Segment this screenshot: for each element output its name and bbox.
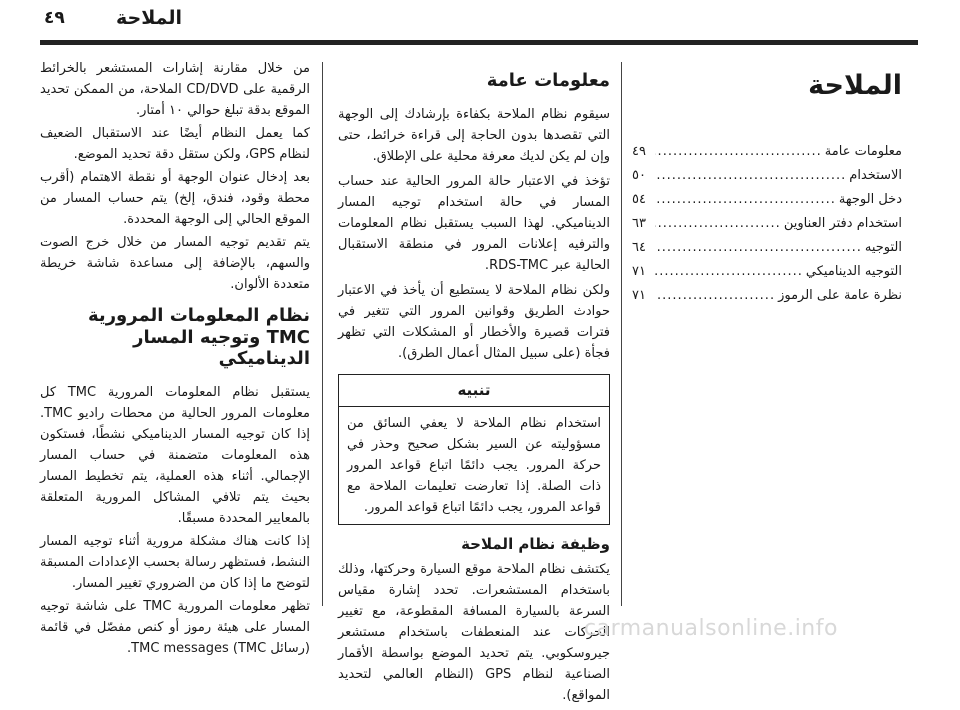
toc-leader-dots [655, 212, 781, 236]
toc-item-page: ٧١ [632, 264, 646, 280]
column-divider-left [322, 62, 323, 606]
paragraph: سيقوم نظام الملاحة بكفاءة بإرشادك إلى الوجهة التي تقصدها بدون الحاجة إلى قراءة خرائط، حتى وإن لم يكن لديك معرفة محلية على الإطلاق. [338, 106, 610, 164]
toc-column [632, 58, 902, 308]
toc-item[interactable] [632, 260, 902, 284]
toc-item-page: ٥٠ [632, 168, 646, 184]
navigation-details-column [40, 58, 310, 661]
header-rule [40, 40, 918, 45]
toc-item-label: نظرة عامة على الرموز [778, 288, 902, 304]
table-of-contents [632, 140, 902, 308]
paragraph: كما يعمل النظام أيضًا عند الاستقبال الضعيف لنظام GPS، ولكن ستقل دقة تحديد الموضع. [40, 126, 310, 162]
running-title: الملاحة [116, 7, 183, 29]
toc-item-page: ٥٤ [632, 192, 646, 208]
toc-item-label: معلومات عامة [824, 144, 902, 160]
toc-item[interactable] [632, 188, 902, 212]
paragraph: إذا كانت هناك مشكلة مرورية أثناء توجيه المسار النشط، فستظهر رسالة بحسب الإعدادات المسبقة لتوضح ما إذا كان من الضروري تغيير المسار. [40, 533, 310, 591]
subheading-navigation-function: وظيفة نظام الملاحة [461, 534, 610, 553]
toc-leader-dots [655, 140, 822, 164]
general-info-column [338, 58, 610, 710]
page-header [0, 0, 960, 40]
section-heading-tmc: نظام المعلومات المرورية TMC وتوجيه المسار الديناميكي [88, 305, 310, 370]
notice-title: تنبيه [339, 375, 609, 407]
toc-leader-dots [655, 284, 775, 308]
page-number: ٤٩ [44, 8, 65, 28]
paragraph: ولكن نظام الملاحة لا يستطيع أن يأخذ في الاعتبار حوادث الطريق وقوانين المرور التي تتغير في فترات قصيرة والأخطار أو المشكلات التي تظهر فجأة (على سبيل المثال أعمال الطرق). [338, 282, 610, 361]
section-heading-general-info: معلومات عامة [486, 70, 610, 91]
toc-leader-dots [655, 236, 862, 260]
paragraph: بعد إدخال عنوان الوجهة أو نقطة الاهتمام (أقرب محطة وقود، فندق، إلخ) يتم حساب المسار من الموقع الحالي إلى الوجهة المحددة. [40, 170, 310, 227]
toc-item-page: ٧١ [632, 288, 646, 304]
paragraph: يتم تقديم توجيه المسار من خلال خرج الصوت والسهم، بالإضافة إلى مساعدة شاشة خريطة متعددة الألوان. [40, 235, 310, 292]
toc-leader-dots [655, 164, 846, 188]
toc-leader-dots [655, 260, 803, 284]
paragraph: تؤخذ في الاعتبار حالة المرور الحالية عند حساب المسار في حالة استخدام توجيه المسار الديناميكي. لهذا السبب يستقبل نظام المعلومات والترفيه إعلانات المرور في منطقة الاستقبال الحالية عبر RDS-TMC. [338, 173, 610, 273]
toc-item-label: الاستخدام [849, 168, 902, 184]
paragraph: يكتشف نظام الملاحة موقع السيارة وحركتها، وذلك باستخدام المستشعرات. تحدد إشارة مقياس السرعة بالسيارة المسافة المقطوعة، مع تغيير الحركات عند المنعطفات باستخدام مستشعر جيروسكوبي. يتم تحديد الموضع بواسطة الأقمار الصناعية لنظام GPS (النظام العالمي لتحديد المواقع). [338, 561, 610, 703]
toc-item-page: ٦٣ [632, 216, 646, 232]
toc-item-page: ٤٩ [632, 144, 646, 160]
paragraph: يستقبل نظام المعلومات المرورية TMC كل معلومات المرور الحالية من محطات راديو TMC. إذا كان توجيه المسار الديناميكي نشطًا، فستكون هذه المعلومات متضمنة في حساب المسار الإجمالي. أثناء هذه العملية، يتم تخطيط المسار بحيث يتم تلافي المشاكل المرورية المتعلقة بالمعايير المحددة مسبقًا. [40, 384, 310, 526]
chapter-title: الملاحة [808, 70, 902, 101]
watermark: carmanualsonline.info [584, 616, 838, 641]
paragraph: من خلال مقارنة إشارات المستشعر بالخرائط الرقمية على CD/DVD الملاحة، من الممكن تحديد الموقع بدقة تبلغ حوالي ١٠ أمتار. [40, 61, 311, 118]
toc-leader-dots [655, 188, 836, 212]
toc-item[interactable] [632, 164, 902, 188]
toc-item[interactable] [632, 140, 902, 164]
column-divider-right [621, 62, 622, 606]
toc-item-page: ٦٤ [632, 240, 646, 256]
toc-item[interactable] [632, 212, 902, 236]
toc-item-label: دخل الوجهة [838, 192, 902, 208]
toc-item-label: التوجيه [864, 240, 902, 256]
toc-item[interactable] [632, 284, 902, 308]
paragraph: تظهر معلومات المرورية TMC على شاشة توجيه المسار على هيئة رموز أو كنص مفصّل في قائمة (رسائل TMC) TMC messages. [40, 598, 310, 656]
toc-item-label: التوجيه الديناميكي [805, 264, 902, 280]
toc-item[interactable] [632, 236, 902, 260]
notice-box [338, 374, 610, 525]
notice-body: استخدام نظام الملاحة لا يعفي السائق من مسؤوليته عن السير بشكل صحيح وحذر في حركة المرور. يجب دائمًا اتباع قواعد المرور ذات الصلة. إذا تعارضت تعليمات الملاحة مع قواعد المرور، يجب دائمًا اتباع قواعد المرور. [347, 415, 601, 515]
toc-item-label: استخدام دفتر العناوين [783, 216, 902, 232]
